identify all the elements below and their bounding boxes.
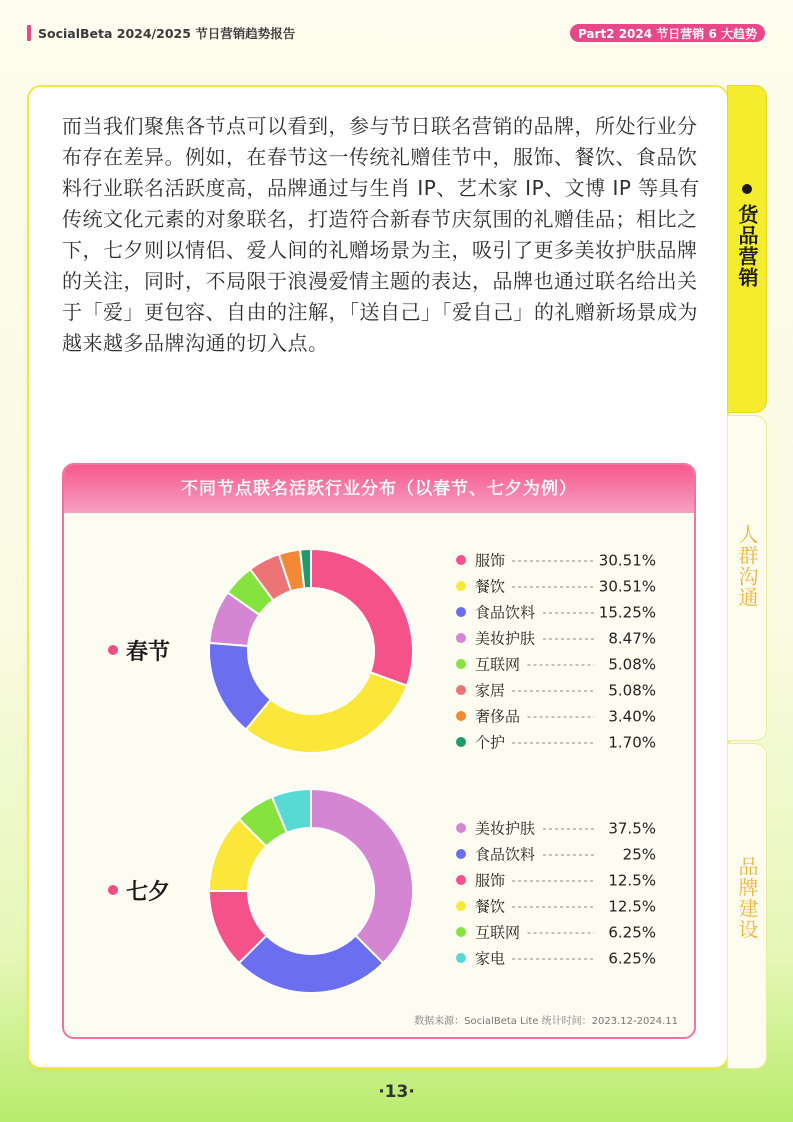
legend-dot-icon bbox=[456, 581, 466, 591]
tab-audience-communication[interactable] bbox=[727, 415, 767, 741]
donut-charts bbox=[64, 513, 694, 1037]
donut-slice-0 bbox=[311, 789, 413, 963]
legend-value: 3.40% bbox=[608, 707, 656, 726]
chart-panel bbox=[62, 463, 696, 1039]
legend-dot-icon bbox=[456, 875, 466, 885]
legend-label: 服饰 bbox=[475, 551, 506, 570]
legend-value: 30.51% bbox=[598, 551, 656, 570]
legend-value: 25% bbox=[622, 845, 656, 864]
donut-chart-qixi bbox=[108, 789, 656, 993]
legend-value: 30.51% bbox=[598, 577, 656, 596]
legend-label: 家居 bbox=[475, 681, 506, 700]
page-number: ·13· bbox=[378, 1082, 415, 1102]
legend-value: 12.5% bbox=[608, 897, 656, 916]
legend-dot-icon bbox=[456, 633, 466, 643]
legend-dot-icon bbox=[456, 711, 466, 721]
tab-brand-building[interactable] bbox=[727, 743, 767, 1069]
report-title: SocialBeta 2024/2025 节日营销趋势报告 bbox=[38, 26, 296, 41]
tab-label: 品牌建设 bbox=[735, 856, 759, 940]
legend-value: 8.47% bbox=[608, 629, 656, 648]
donut-slice-1 bbox=[239, 936, 383, 993]
legend-label: 美妆护肤 bbox=[475, 819, 536, 838]
legend-dot-icon bbox=[456, 659, 466, 669]
legend-value: 1.70% bbox=[608, 733, 656, 752]
tab-label: 人群沟通 bbox=[735, 524, 759, 608]
legend-value: 5.08% bbox=[608, 655, 656, 674]
tab-product-marketing[interactable] bbox=[727, 85, 767, 413]
chart-label-dot-icon bbox=[108, 885, 118, 895]
legend-value: 6.25% bbox=[608, 949, 656, 968]
report-header bbox=[27, 24, 295, 42]
donut-slice-1 bbox=[246, 672, 407, 753]
legend-value: 15.25% bbox=[598, 603, 656, 622]
content-card bbox=[27, 85, 729, 1069]
chart-name: 春节 bbox=[126, 640, 171, 665]
section-badge: Part2 2024 节日营销 6 大趋势 bbox=[570, 24, 765, 42]
legend-label: 互联网 bbox=[475, 655, 521, 674]
chart-title: 不同节点联名活跃行业分布（以春节、七夕为例） bbox=[64, 465, 694, 513]
legend-value: 5.08% bbox=[608, 681, 656, 700]
donut-chart-spring-festival bbox=[108, 549, 656, 753]
header-accent-bar bbox=[27, 25, 31, 41]
chart-name: 七夕 bbox=[126, 880, 171, 905]
legend-dot-icon bbox=[456, 901, 466, 911]
legend-dot-icon bbox=[456, 927, 466, 937]
legend-value: 12.5% bbox=[608, 871, 656, 890]
active-dot-icon bbox=[742, 184, 752, 194]
legend-dot-icon bbox=[456, 555, 466, 565]
donut-slice-0 bbox=[311, 549, 413, 686]
data-source-note: 数据来源：SocialBeta Lite 统计时间：2023.12-2024.11 bbox=[414, 1016, 678, 1027]
legend-dot-icon bbox=[456, 849, 466, 859]
legend-value: 37.5% bbox=[608, 819, 656, 838]
intro-paragraph: 而当我们聚焦各节点可以看到，参与节日联名营销的品牌，所处行业分布存在差异。例如，在春节这一传统礼赠佳节中，服饰、餐饮、食品饮料行业联名活跃度高，品牌通过与生肖 IP、艺术家 IP、文博 IP 等具有传统文化元素的对象联名，打造符合新春节庆氛围的礼赠佳品；相比之下，七夕则以情侣、爱人间的礼赠场景为主，吸引了更多美妆护肤品牌的关注，同时，不局限于浪漫爱情主题的表达，品牌也通过联名给出关于「爱」更包容、自由的注解，「送自己」「爱自己」的礼赠新场景成为越来越多品牌沟通的切入点。 bbox=[62, 114, 700, 355]
legend-dot-icon bbox=[456, 953, 466, 963]
tab-label: 货品营销 bbox=[735, 204, 759, 288]
legend-label: 餐饮 bbox=[475, 577, 506, 596]
legend-label: 个护 bbox=[475, 733, 506, 752]
section-tabs bbox=[727, 85, 767, 1069]
legend-label: 食品饮料 bbox=[475, 603, 536, 622]
legend-label: 食品饮料 bbox=[475, 845, 536, 864]
legend-label: 服饰 bbox=[475, 871, 506, 890]
legend-label: 奢侈品 bbox=[475, 707, 521, 726]
legend-dot-icon bbox=[456, 685, 466, 695]
legend-dot-icon bbox=[456, 823, 466, 833]
legend-label: 互联网 bbox=[475, 923, 521, 942]
legend-label: 家电 bbox=[475, 949, 506, 968]
chart-label-dot-icon bbox=[108, 645, 118, 655]
legend-dot-icon bbox=[456, 737, 466, 747]
legend-label: 餐饮 bbox=[475, 897, 506, 916]
legend-dot-icon bbox=[456, 607, 466, 617]
legend-value: 6.25% bbox=[608, 923, 656, 942]
legend-label: 美妆护肤 bbox=[475, 629, 536, 648]
